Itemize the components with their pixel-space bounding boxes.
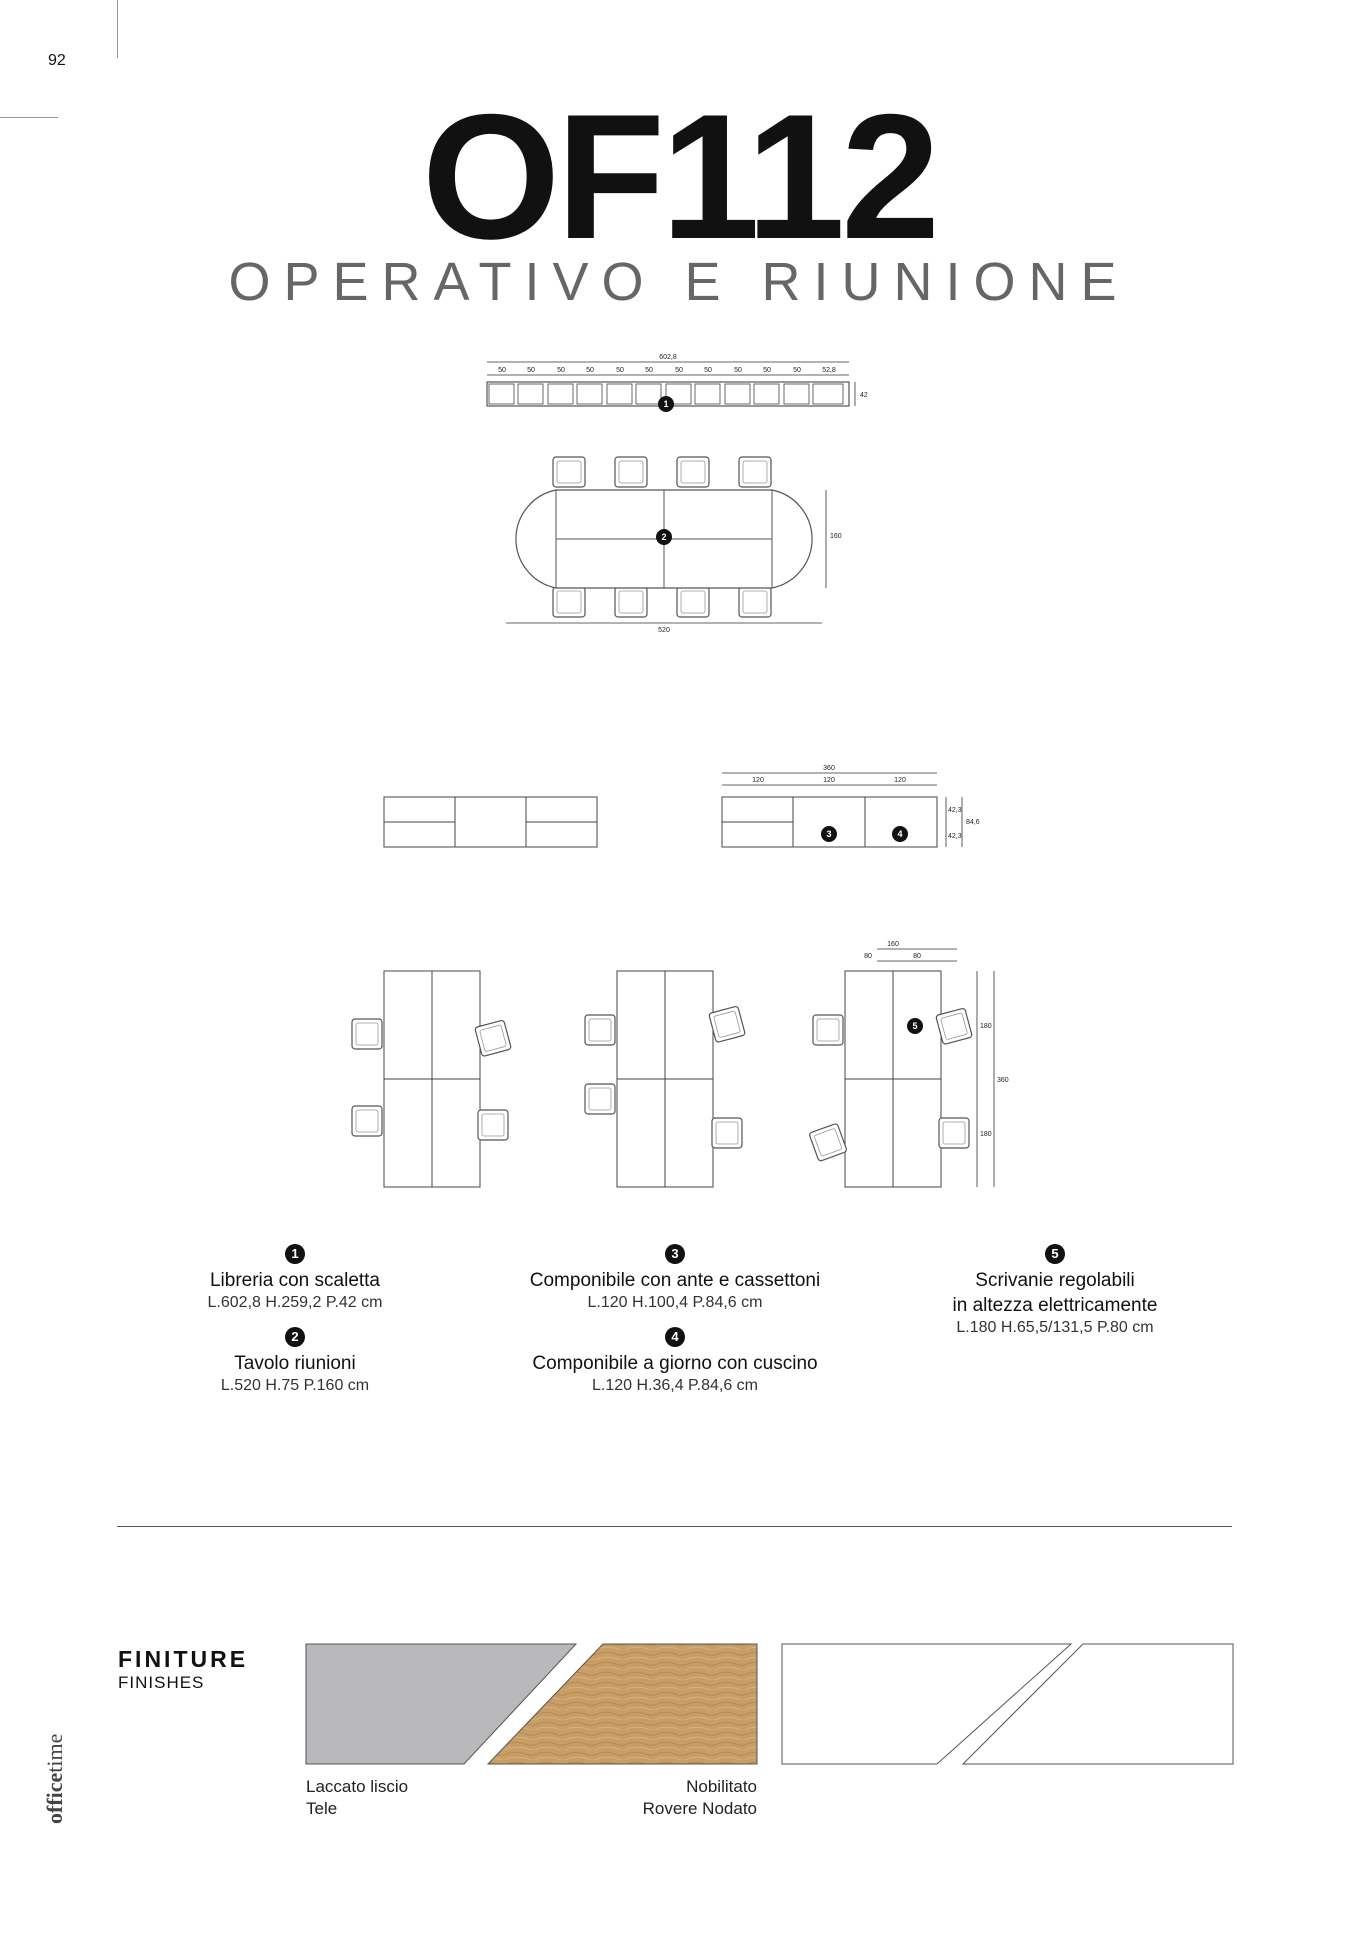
legend-dimensions: L.520 H.75 P.160 cm — [220, 1377, 370, 1394]
legend-item-5 — [910, 1244, 1200, 1338]
svg-text:50: 50 — [734, 367, 742, 374]
legend-item-3 — [500, 1244, 850, 1313]
legend-column-left — [180, 1244, 410, 1410]
marker-2: 2 — [661, 532, 667, 542]
legend-name: Tavolo riunioni — [234, 1353, 356, 1374]
desk-group-1 — [352, 971, 511, 1187]
legend-name: Scrivanie regolabili — [975, 1270, 1135, 1291]
bookcase-depth-dim: 42 — [860, 392, 868, 399]
page-subtitle: OPERATIVO E RIUNIONE — [228, 252, 1130, 312]
legend-item-1 — [180, 1244, 410, 1313]
svg-text:50: 50 — [704, 367, 712, 374]
chairs-top — [553, 457, 771, 487]
legend-number: 1 — [285, 1244, 305, 1264]
marker-5: 5 — [912, 1021, 918, 1031]
marker-4: 4 — [897, 829, 903, 839]
table-width-dim: 520 — [658, 627, 670, 634]
svg-text:180: 180 — [980, 1131, 992, 1138]
svg-text:42,3: 42,3 — [948, 807, 962, 814]
cabinets-drawing — [384, 765, 980, 847]
marker-1: 1 — [663, 399, 669, 409]
svg-text:120: 120 — [823, 777, 835, 784]
legend-dimensions: L.120 H.36,4 P.84,6 cm — [591, 1377, 759, 1394]
svg-text:officetime: officetime — [42, 1733, 67, 1824]
cabinet-front-view — [384, 797, 597, 847]
svg-text:50: 50 — [586, 367, 594, 374]
svg-text:42,3: 42,3 — [948, 833, 962, 840]
legend-dimensions: L.180 H.65,5/131,5 P.80 cm — [956, 1319, 1154, 1336]
bookcase-drawing — [487, 354, 868, 412]
svg-text:120: 120 — [894, 777, 906, 784]
svg-text:84,6: 84,6 — [966, 819, 980, 826]
finish-label-left: Laccato liscio Tele — [306, 1777, 409, 1818]
svg-text:50: 50 — [793, 367, 801, 374]
legend-item-2 — [180, 1327, 410, 1396]
bookcase-total-dim: 602,8 — [659, 354, 677, 361]
desk-group-3 — [809, 971, 973, 1187]
legend-number: 2 — [285, 1327, 305, 1347]
finishes-subtitle: FINISHES — [118, 1673, 205, 1692]
meeting-table-drawing — [506, 457, 842, 634]
chairs-bottom — [553, 587, 771, 617]
page-title: OF112 — [421, 77, 937, 276]
page-number: 92 — [48, 52, 66, 69]
desk-group-2 — [585, 971, 745, 1187]
table-depth-dim: 160 — [830, 533, 842, 540]
finish-label-right: Nobilitato Rovere Nodato — [642, 1777, 757, 1818]
desks-drawing — [352, 941, 1009, 1187]
legend-number: 4 — [665, 1327, 685, 1347]
legend-name: Componibile con ante e cassettoni — [529, 1270, 821, 1291]
svg-text:50: 50 — [557, 367, 565, 374]
section-divider — [117, 1526, 1232, 1527]
svg-text:180: 180 — [980, 1023, 992, 1030]
svg-text:50: 50 — [645, 367, 653, 374]
legend-column-right — [910, 1244, 1200, 1352]
finish-swatches — [300, 1640, 1240, 1770]
finishes-title: FINITURE — [118, 1646, 249, 1672]
legend-item-4 — [500, 1327, 850, 1396]
legend-number: 3 — [665, 1244, 685, 1264]
bookcase-segment-labels — [498, 367, 836, 374]
svg-text:52,8: 52,8 — [822, 367, 836, 374]
svg-text:50: 50 — [527, 367, 535, 374]
svg-text:360: 360 — [997, 1077, 1009, 1084]
svg-text:50: 50 — [675, 367, 683, 374]
svg-text:50: 50 — [616, 367, 624, 374]
legend-name-line2: in altezza elettricamente — [952, 1295, 1158, 1316]
desk-width-total-dim: 160 — [887, 941, 899, 948]
svg-text:50: 50 — [763, 367, 771, 374]
svg-text:80: 80 — [864, 953, 872, 960]
marker-3: 3 — [826, 829, 832, 839]
cabinet-total-dim: 360 — [823, 765, 835, 772]
svg-text:80: 80 — [913, 953, 921, 960]
officetime-logo — [40, 1708, 70, 1824]
legend-name: Libreria con scaletta — [209, 1270, 381, 1291]
svg-text:120: 120 — [752, 777, 764, 784]
legend-dimensions: L.602,8 H.259,2 P.42 cm — [207, 1294, 383, 1311]
legend-name: Componibile a giorno con cuscino — [532, 1353, 818, 1374]
legend-dimensions: L.120 H.100,4 P.84,6 cm — [587, 1294, 763, 1311]
svg-text:50: 50 — [498, 367, 506, 374]
legend-column-middle — [500, 1244, 850, 1410]
legend-number: 5 — [1045, 1244, 1065, 1264]
